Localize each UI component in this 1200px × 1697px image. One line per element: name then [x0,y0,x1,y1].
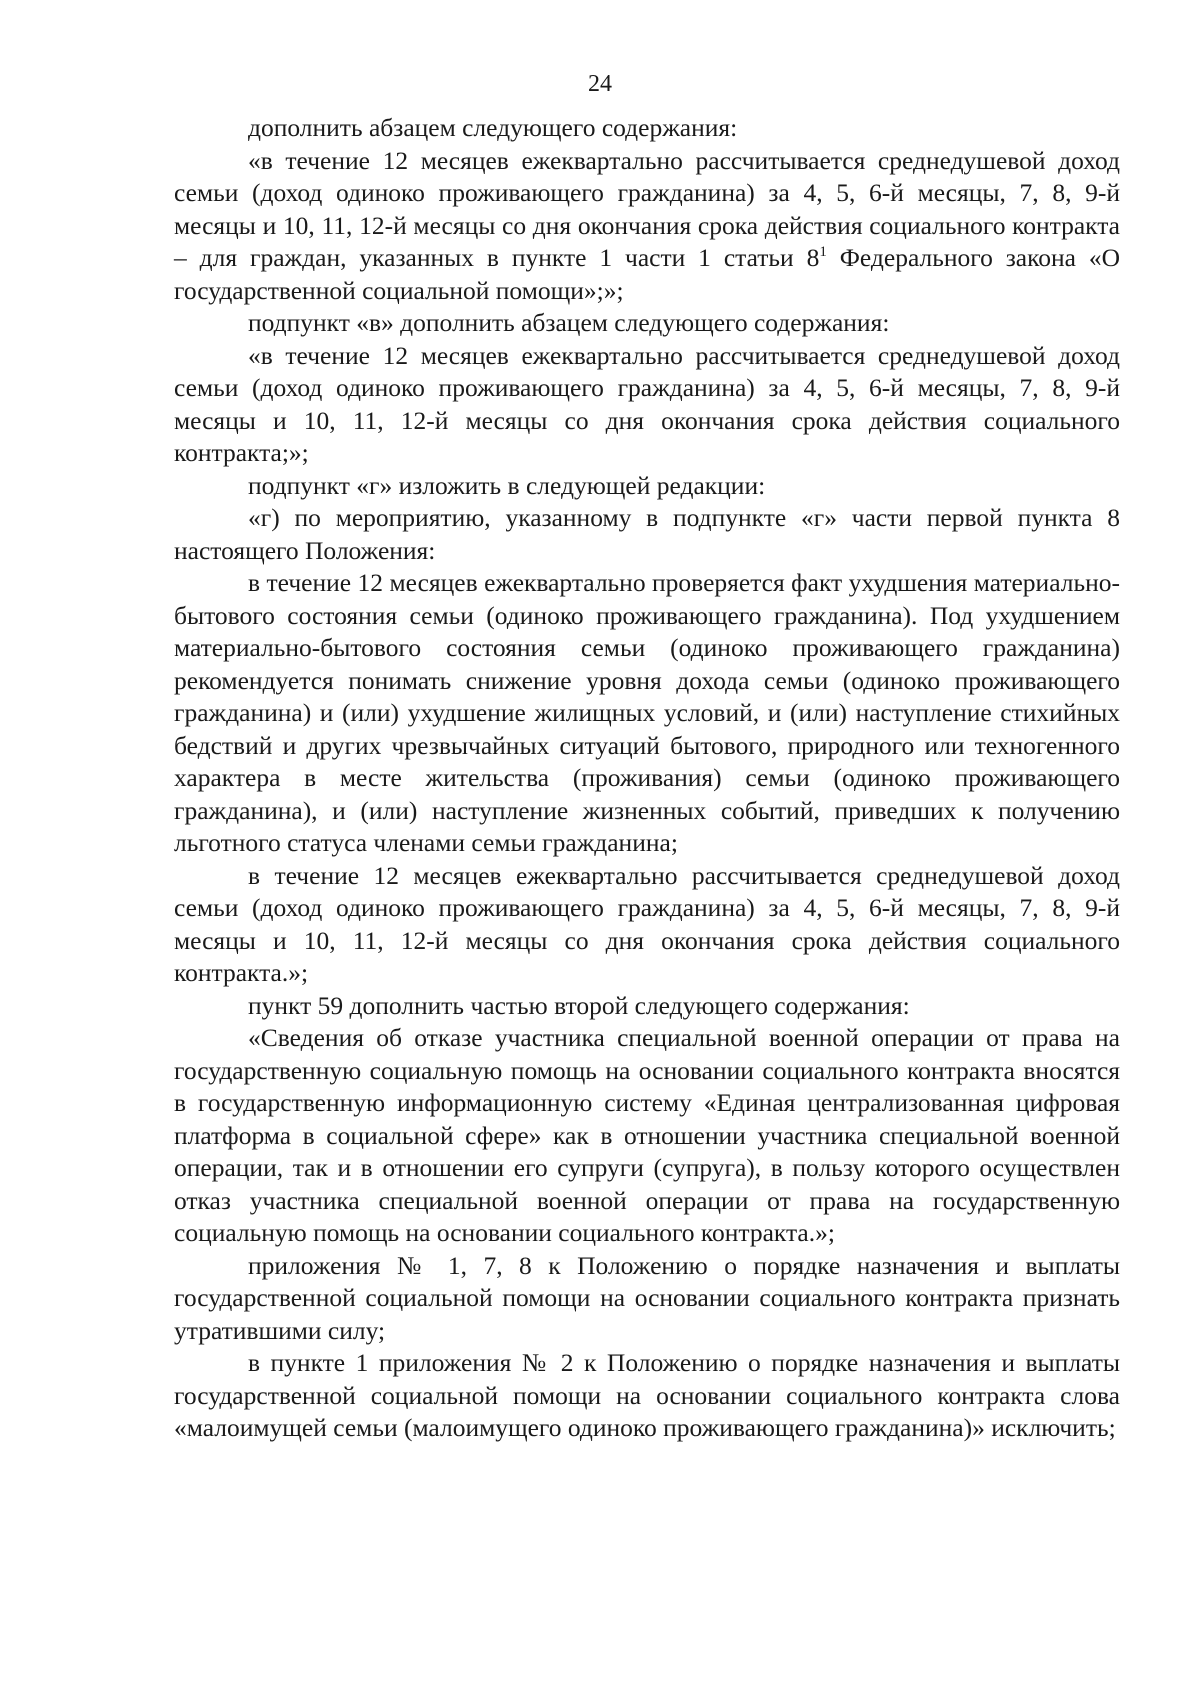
paragraph-10: «Сведения об отказе участника специальной военной операции от права на государственную социальную помощь на основании социального контракта вносятся в государственную информационную систему «Единая централизованная цифровая платформа в социальной сфере» как в отношении участника специальной военной операции, так и в отношении его супруги (супруга), в пользу которого осуществлен отказ участника специальной военной операции от права на государственную социальную помощь на основании социального контракта.»; [174,1023,1120,1247]
paragraph-2 [174,145,1120,308]
paragraph-1: дополнить абзацем следующего содержания: [248,113,738,142]
paragraph-8: в течение 12 месяцев ежеквартально рассчитывается среднедушевой доход семьи (доход одиноко проживающего гражданина) за 4, 5, 6-й месяцы, 7, 8, 9-й месяцы и 10, 11, 12-й месяцы со дня окончания срока действия социального контракта.»; [174,860,1120,987]
paragraph-7: в течение 12 месяцев ежеквартально проверяется факт ухудшения материально-бытового состояния семьи (одиноко проживающего гражданина). Под ухудшением материально-бытового состояния семьи (одиноко проживающего гражданина) рекомендуется понимать снижение уровня дохода семьи (одиноко проживающего гражданина) и (или) ухудшение жилищных условий, и (или) наступление стихийных бедствий и других чрезвычайных ситуаций бытового, природного или техногенного характера в месте жительства (проживания) семьи (одиноко проживающего гражданина), и (или) наступление жизненных событий, приведших к получению льготного статуса членами семьи гражданина; [174,568,1120,857]
paragraph-12: в пункте 1 приложения № 2 к Положению о порядке назначения и выплаты государственной социальной помощи на основании социального контракта слова «малоимущей семьи (малоимущего одиноко проживающего гражданина)» исключить; [174,1348,1120,1442]
paragraph-4: «в течение 12 месяцев ежеквартально рассчитывается среднедушевой доход семьи (доход одиноко проживающего гражданина) за 4, 5, 6-й месяцы, 7, 8, 9-й месяцы и 10, 11, 12-й месяцы со дня окончания срока действия социального контракта;»; [174,340,1120,467]
paragraph-2-text: «в течение 12 месяцев ежеквартально рассчитывается среднедушевой доход семьи (доход одиноко проживающего гражданина) за 4, 5, 6-й месяцы, 7, 8, 9-й месяцы и 10, 11, 12-й месяцы со дня окончания срока действия социального контракта – для граждан, указанных в пункте 1 части 1 статьи 8 [174,145,1120,272]
paragraph-9: пункт 59 дополнить частью второй следующего содержания: [248,990,910,1020]
paragraph-5: подпункт «г» изложить в следующей редакции: [248,470,766,500]
paragraph-6: «г) по мероприятию, указанному в подпункте «г» части первой пункта 8 настоящего Положения: [174,503,1120,565]
paragraph-3: подпункт «в» дополнить абзацем следующего содержания: [248,308,890,337]
paragraph-11: приложения № 1, 7, 8 к Положению о порядке назначения и выплаты государственной социальной помощи на основании социального контракта признать утратившими силу; [174,1250,1120,1345]
page-number: 24 [588,71,612,97]
document-body [174,112,1120,1445]
paragraph-2-tail: Федерального закона «О государственной социальной помощи»;»; [174,243,1121,305]
article-superscript: 1 [819,244,827,260]
